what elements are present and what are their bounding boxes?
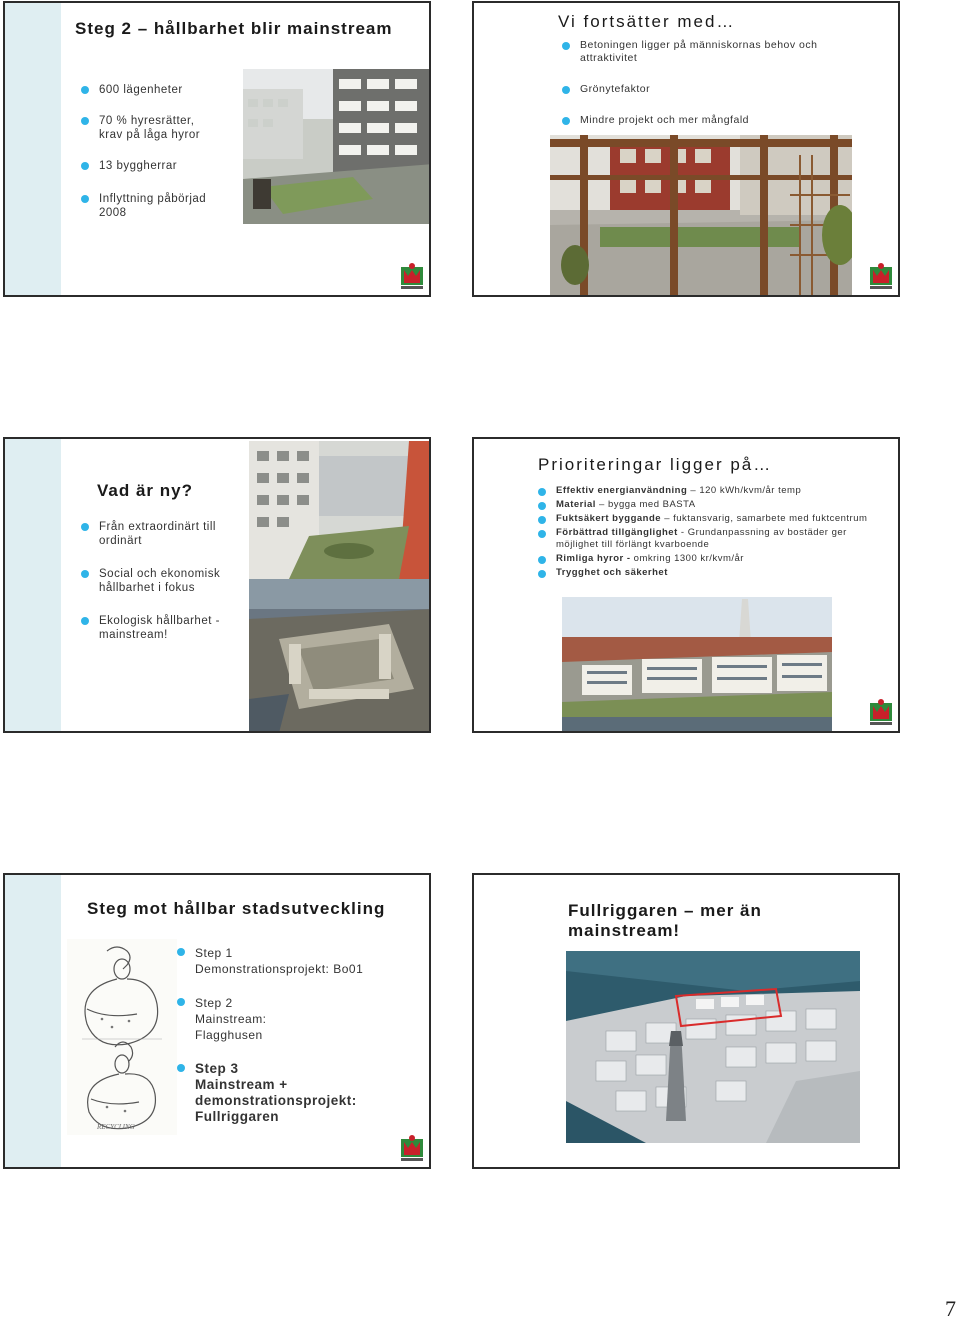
recycling-sketch-illustration <box>67 939 177 1135</box>
bullet-item: 70 % hyresrätter, krav på låga hyror <box>81 114 241 142</box>
apartment-courtyard-photo <box>243 69 431 224</box>
bullet-list <box>562 39 852 127</box>
priority-item <box>538 553 888 565</box>
slide-sidebar <box>5 439 61 731</box>
slide-title: Steg mot hållbar stadsutveckling <box>87 899 386 918</box>
step-description: Mainstream + demonstrationsprojekt: Fullriggaren <box>195 1077 357 1124</box>
priority-list <box>538 485 888 579</box>
priority-detail: – 120 kWh/kvm/år temp <box>687 485 802 496</box>
step-item <box>177 995 417 1043</box>
fullriggaren-3d-render <box>566 951 860 1143</box>
step-description: Demonstrationsprojekt: Bo01 <box>195 962 364 976</box>
pergola-garden-photo <box>550 135 852 297</box>
page-number: 7 <box>945 1296 956 1321</box>
priority-item <box>538 567 888 579</box>
step-list <box>177 945 417 1125</box>
step-description: Mainstream: Flagghusen <box>195 1012 267 1042</box>
malmo-stad-logo <box>399 1133 425 1163</box>
slide-title: Vi fortsätter med… <box>558 12 736 31</box>
slide-3 <box>3 437 431 733</box>
sketch-caption: RECYCLING <box>97 1123 135 1131</box>
priority-heading: Trygghet och säkerhet <box>556 567 668 578</box>
slide-5 <box>3 873 431 1169</box>
bullet-item: 600 lägenheter <box>81 83 241 97</box>
slide-6 <box>472 873 900 1169</box>
priority-heading: Fuktsäkert byggande <box>556 513 662 524</box>
slide-title: Vad är ny? <box>97 481 193 500</box>
slide-sidebar <box>5 3 61 295</box>
malmo-stad-logo <box>868 261 894 291</box>
bullet-item: Grönytefaktor <box>562 83 852 96</box>
priority-detail: - Grundanpassning av bostäder ger möjlighet till förlängt kvarboende <box>556 527 847 550</box>
priority-item <box>538 485 888 497</box>
slide-sidebar <box>5 875 61 1167</box>
bullet-list <box>81 520 231 642</box>
bullet-item: Betoningen ligger på människornas behov och attraktivitet <box>562 39 852 65</box>
slide-title: Steg 2 – hållbarhet blir mainstream <box>75 19 393 38</box>
slide-1 <box>3 1 431 297</box>
step-heading: Step 2 <box>195 996 233 1010</box>
step-item <box>177 945 417 977</box>
malmo-stad-logo <box>399 261 425 291</box>
bullet-item: Från extraordinärt till ordinärt <box>81 520 231 548</box>
priority-detail: – bygga med BASTA <box>595 499 696 510</box>
priority-detail: omkring 1300 kr/kvm/år <box>630 553 744 564</box>
priority-heading: Material <box>556 499 596 510</box>
bullet-item: Inflyttning påbörjad 2008 <box>81 192 241 220</box>
slide-title: Prioriteringar ligger på… <box>538 455 773 474</box>
step-heading: Step 3 <box>195 1061 239 1076</box>
step-heading: Step 1 <box>195 946 233 960</box>
bullet-item: Mindre projekt och mer mångfald <box>562 114 852 127</box>
bullet-item: Social och ekonomisk hållbarhet i fokus <box>81 567 231 595</box>
slide-4 <box>472 437 900 733</box>
city-skyline-photo <box>562 597 832 733</box>
priority-heading: Förbättrad tillgänglighet <box>556 527 678 538</box>
aerial-construction-photo <box>249 579 431 733</box>
priority-detail: – fuktansvarig, samarbete med fuktcentrum <box>661 513 868 524</box>
malmo-stad-logo <box>868 697 894 727</box>
priority-item <box>538 513 888 525</box>
step-item <box>177 1061 417 1125</box>
priority-heading: Rimliga hyror - <box>556 553 631 564</box>
bullet-item: 13 byggherrar <box>81 159 241 173</box>
priority-heading: Effektiv energianvändning <box>556 485 688 496</box>
bullet-item: Ekologisk hållbarhet - mainstream! <box>81 614 231 642</box>
priority-item <box>538 499 888 511</box>
slide-2 <box>472 1 900 297</box>
bullet-list <box>81 83 241 220</box>
slide-title: Fullriggaren – mer än mainstream! <box>568 901 762 940</box>
courtyard-buildings-photo <box>249 441 431 579</box>
priority-item <box>538 527 888 551</box>
